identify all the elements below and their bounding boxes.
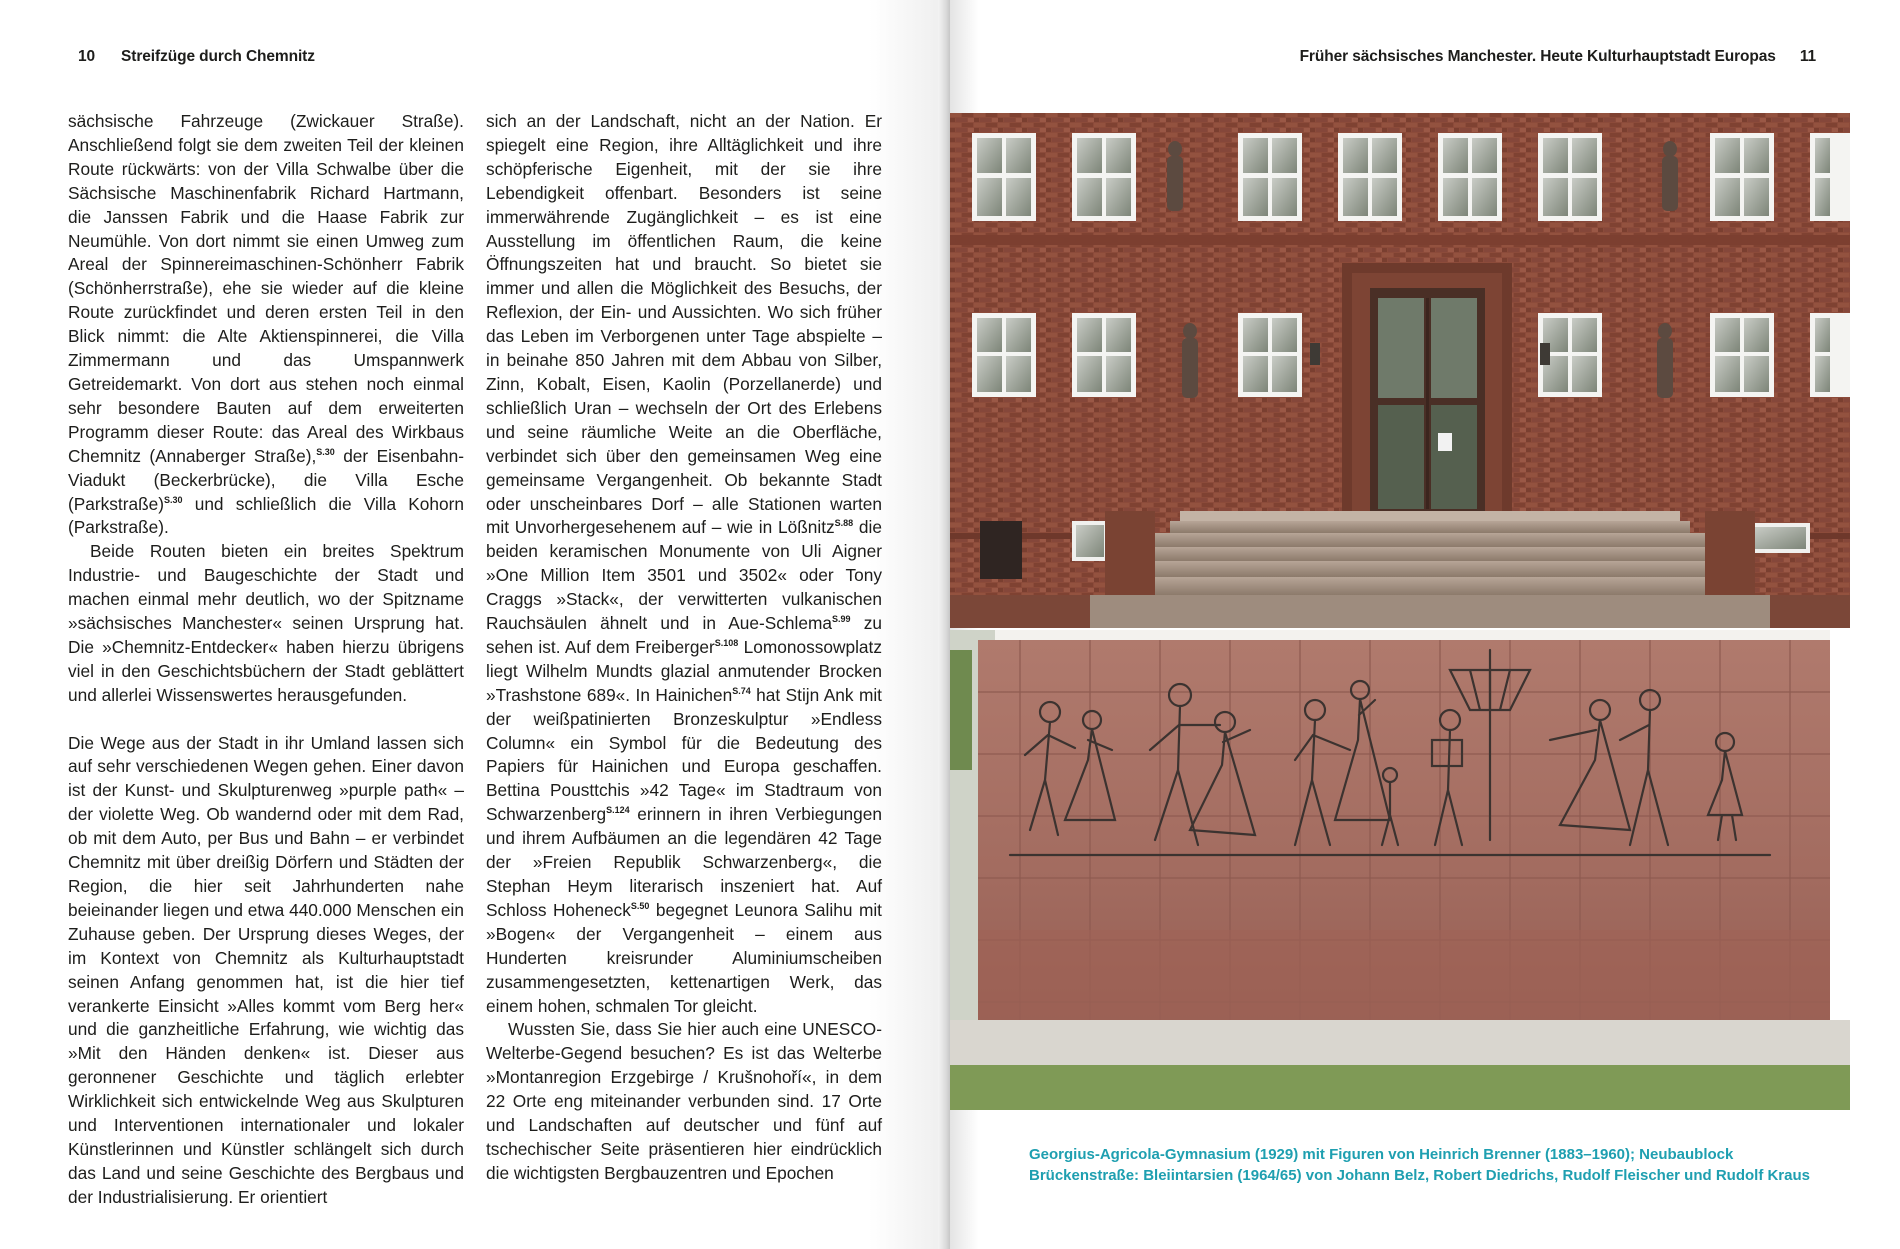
paragraph <box>486 110 882 1018</box>
paragraph <box>68 110 464 540</box>
left-page-number: 10 <box>78 48 96 65</box>
text-run: die beiden keramischen Monumente von Uli Aigner »One Million Item 3501 und 3502« oder Tony Craggs »Stack«, der verwitterten vulkanischen Rauchsäulen ähnelt und in Aue-Schlema <box>486 517 882 634</box>
text-run: zu sehen ist. Auf dem Freiberger <box>486 613 882 657</box>
page-reference: S.74 <box>732 685 751 696</box>
page-reference: S.30 <box>316 446 335 457</box>
text-run: der Eisenbahn-Viadukt (Beckerbrücke), die Villa Esche (Parkstraße) <box>68 445 464 514</box>
text-column-1 <box>68 110 464 1210</box>
text-run: sächsische Fahrzeuge (Zwickauer Straße). Anschließend folgt sie dem zweiten Teil der kleinen Route rückwärts: von der Villa Schwalbe über die Sächsische Maschinenfabrik Richard Hartmann, die Janssen Fabrik und die Haase Fabrik zur Neumühle. Von dort nimmt sie einen Umweg zum Areal der Spinnereimaschinen-Schönherr Fabrik (Schönherrstraße), ehe sie wieder auf die kleine Route zurückfindet und deren ersten Teil in den Blick nimmt: die Alte Aktienspinnerei, die Villa Zimmermann und das Umspannwerk Getreidemarkt. Von dort aus stehen noch einmal sehr besondere Bauten auf dem erweiterten Programm dieser Route: das Areal des Wirkbaus Chemnitz (Annaberger Straße), <box>68 111 464 466</box>
text-run: hat Stijn Ank mit der weißpatinierten Bronzeskulptur »Endless Column« ein Symbol für die Bedeutung des Papiers für Hainichen und Europa geschaffen. Bettina Pousttchis »42 Tage« im Stadtraum von Schwarzenberg <box>486 684 882 825</box>
left-running-head <box>78 48 315 66</box>
page-reference: S.124 <box>606 805 630 816</box>
gymnasium-photo <box>950 113 1850 628</box>
text-run: begegnet Leunora Salihu mit »Bogen« der Vergangenheit – einem aus Hunderten kreisrunder Aluminiumscheiben zusammengesetzten, kettenartigen Werk, das einem hohen, schmalen Tor gleicht. <box>486 899 882 1016</box>
page-reference: S.30 <box>164 494 183 505</box>
left-page <box>0 0 945 1249</box>
text-run: und schließlich die Villa Kohorn (Parkstraße). <box>68 493 464 538</box>
paragraph: Wussten Sie, dass Sie hier auch eine UNESCO-Welterbe-Gegend besuchen? Es ist das Welterbe »Montanregion Erzgebirge / Krušnohoří«, in dem 22 Orte eng miteinander verbunden sind. 17 Orte und Landschaften auf deutscher und fünf auf tschechischer Seite präsentieren hier eindrücklich die wichtigsten Bergbauzentren und Epochen <box>486 1019 882 1183</box>
right-page-number: 11 <box>1799 48 1816 65</box>
text-run: Lomonossowplatz liegt Wilhelm Mundts glazial anmutender Brocken »Trashstone 689«. In Hainichen <box>486 636 882 705</box>
text-run: erinnern in ihren Verbiegungen und ihrem Aufbäumen an die legendären 42 Tage der »Freien Republik Schwarzenberg«, die Stephan Heym literarisch inszeniert hat. Auf Schloss Hoheneck <box>486 804 882 920</box>
paragraph: Die Wege aus der Stadt in ihr Umland lassen sich auf sehr verschiedenen Wegen gehen. Einer davon ist der Kunst- und Skulpturenweg »purple path« – der violette Weg. Ob wandernd oder mit dem Rad, ob mit dem Auto, per Bus und Bahn – er verbindet Chemnitz mit über dreißig Dörfern und Städten der Region, die hier seit Jahrhunderten nahe beieinander liegen und etwa 440.000 Menschen ein Zuhause geben. Der Ursprung dieses Weges, der im Kontext von Chemnitz als Kulturhauptstadt seinen Anfang genommen hat, ist die hier tief verankerte Einsicht »Alles kommt vom Berg her« und die ganzheitliche Erfahrung, wie wichtig das »Mit den Händen denken« ist. Dieser aus geronnener Geschichte und täglich erlebter Wirklichkeit sich entwickelnde Weg aus Skulpturen und Interventionen internationaler und lokaler Künstlerinnen und Künstler schlängelt sich durch das Land und seine Geschichte des Bergbaus und der Industrialisierung. Er orientiert <box>68 732 464 1207</box>
text-column-2 <box>486 110 882 1186</box>
photo-caption: Georgius-Agricola-Gymnasium (1929) mit Figuren von Heinrich Brenner (1883–1960); Neubaublock Brückenstraße: Bleiintarsien (1964/65) von Johann Belz, Robert Diedrichs, Rudolf Fleischer und Rudolf Kraus <box>1029 1146 1810 1184</box>
page-reference: S.88 <box>834 518 854 529</box>
page-reference: S.99 <box>831 614 851 625</box>
page-reference: S.50 <box>630 900 650 911</box>
right-running-title: Früher sächsisches Manchester. Heute Kulturhauptstadt Europas <box>1299 48 1776 65</box>
text-run: sich an der Landschaft, nicht an der Nation. Er spiegelt eine Region, ihre Alltäglichkeit und ihre schöpferische Eigenheit, mit der sie ihre Lebendigkeit offenbart. Besonders ist seine immerwährende Zugänglichkeit – es ist eine Ausstellung im öffentlichen Raum, die keine Öffnungszeiten hat und braucht. So bietet sie immer und allen die Möglichkeit des Besuchs, der Reflexion, der Ein- und Aussichten. Wo sich früher das Leben im Verborgenen unter Tage abspielte – in beinahe 850 Jahren mit dem Abbau von Silber, Zinn, Kobalt, Eisen, Kaolin (Porzellanerde) und schließlich Uran – wechseln der Ort des Erlebens und seine räumliche Weite an die Oberfläche, verbindet sich über den gemeinsamen Weg eine gemeinsame Vergangenheit. Ob bekannte Stadt oder unscheinbares Dorf – alle Stationen warten mit Unvorhergesehenem auf – wie in Lößnitz <box>486 111 882 538</box>
right-running-head <box>1300 48 1816 66</box>
left-running-title: Streifzüge durch Chemnitz <box>121 48 315 65</box>
mural-photo <box>950 630 1850 1110</box>
page-reference: S.108 <box>714 637 739 648</box>
paragraph: Beide Routen bieten ein breites Spektrum Industrie- und Baugeschichte der Stadt und machen einmal mehr deutlich, wo der Spitzname »sächsisches Manchester« seinen Ursprung hat. Die »Chemnitz-Entdecker« haben hierzu übrigens viel in den Geschichtsbüchern der Stadt geblättert und allerlei Wissenswertes herausgefunden. <box>68 541 464 705</box>
